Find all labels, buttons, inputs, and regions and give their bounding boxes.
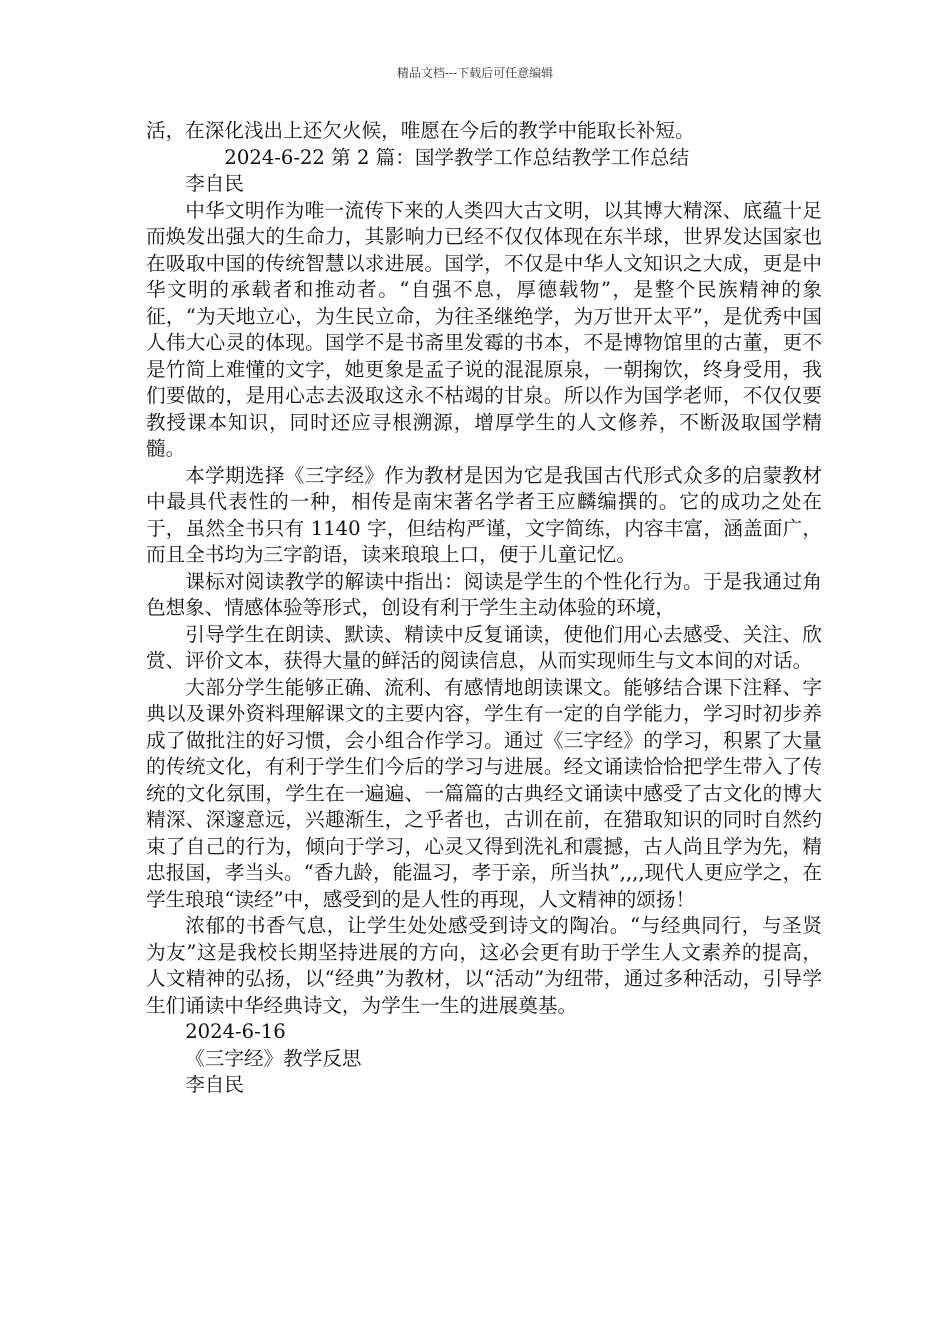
paragraph-6: 浓郁的书香气息，让学生处处感受到诗文的陶冶。“与经典同行，与圣贤为友”这是我校长期坚持进展的方向，这必会更有助于学生人文素养的提高，人文精神的弘扬，以“经典”为教材，以“活动”为纽带，通过多种活动，引导学生们诵读中华经典诗文，为学生一生的进展奠基。	[146, 914, 822, 1017]
second-author-name: 李自民	[185, 1073, 244, 1096]
paragraph-4: 引导学生在朗读、默读、精读中反复诵读，使他们用心去感受、关注、欣赏、评价文本，获得大量的鲜活的阅读信息，从而实现师生与文本间的对话。	[146, 622, 822, 672]
paragraph-2: 本学期选择《三字经》作为教材是因为它是我国古代形式众多的启蒙教材中最具代表性的一种，相传是南宋著名学者王应麟编撰的。它的成功之处在于，虽然全书只有 1140 字，但结构严谨，文字简练，内容丰富，涵盖面广，而且全书均为三字韵语，读来琅琅上口，便于儿童记忆。	[146, 463, 822, 566]
paragraph-5: 大部分学生能够正确、流利、有感情地朗读课文。能够结合课下注释、字典以及课外资料理解课文的主要内容，学生有一定的自学能力，学习时初步养成了做批注的好习惯，会小组合作学习。通过《三字经》的学习，积累了大量的传统文化，有利于学生们今后的学习与进展。经文诵读恰恰把学生带入了传统的文化氛围，学生在一遍遍、一篇篇的古典经文诵读中感受了古文化的博大精深、深邃意远，兴趣渐生，之乎者也，古训在前，在猎取知识的同时自然约束了自己的行为，倾向于学习，心灵又得到洗礼和震撼，古人尚且学为先，精忠报国，孝当头。“香九龄，能温习，孝于亲，所当执”,,,,现代人更应学之，在学生琅琅“读经”中，感受到的是人性的再现，人文精神的颂扬！	[146, 675, 822, 911]
author-name: 李自民	[185, 172, 244, 195]
page-header: 精品文档---下载后可任意编辑	[396, 66, 554, 80]
section-heading: 2024-6-22 第 2 篇：国学教学工作总结教学工作总结	[224, 145, 690, 169]
date-line: 2024-6-16	[185, 1020, 286, 1043]
second-title: 《三字经》教学反思	[185, 1046, 362, 1070]
paragraph-1: 中华文明作为唯一流传下来的人类四大古文明，以其博大精深、底蕴十足而焕发出强大的生命力，其影响力已经不仅仅体现在东半球，世界发达国家也在吸取中国的传统智慧以求进展。国学，不仅是中华人文知识之大成，更是中华文明的承载者和推动者。“自强不息，厚德载物”，是整个民族精神的象征，“为天地立心，为生民立命，为往圣继绝学，为万世开太平”，是优秀中国人伟大心灵的体现。国学不是书斋里发霉的书本，不是博物馆里的古董，更不是竹简上难懂的文字，她更象是孟子说的混混原泉，一朝掬饮，终身受用，我们要做的，是用心志去汲取这永不枯竭的甘泉。所以作为国学老师，不仅仅要教授课本知识，同时还应寻根溯源，增厚学生的人文修养，不断汲取国学精髓。	[146, 198, 822, 460]
paragraph-3: 课标对阅读教学的解读中指出：阅读是学生的个性化行为。于是我通过角色想象、情感体验等形式，创设有利于学生主动体验的环境，	[146, 569, 822, 619]
document-body	[146, 118, 822, 1099]
continued-line: 活，在深化浅出上还欠火候，唯愿在今后的教学中能取长补短。	[146, 119, 695, 142]
